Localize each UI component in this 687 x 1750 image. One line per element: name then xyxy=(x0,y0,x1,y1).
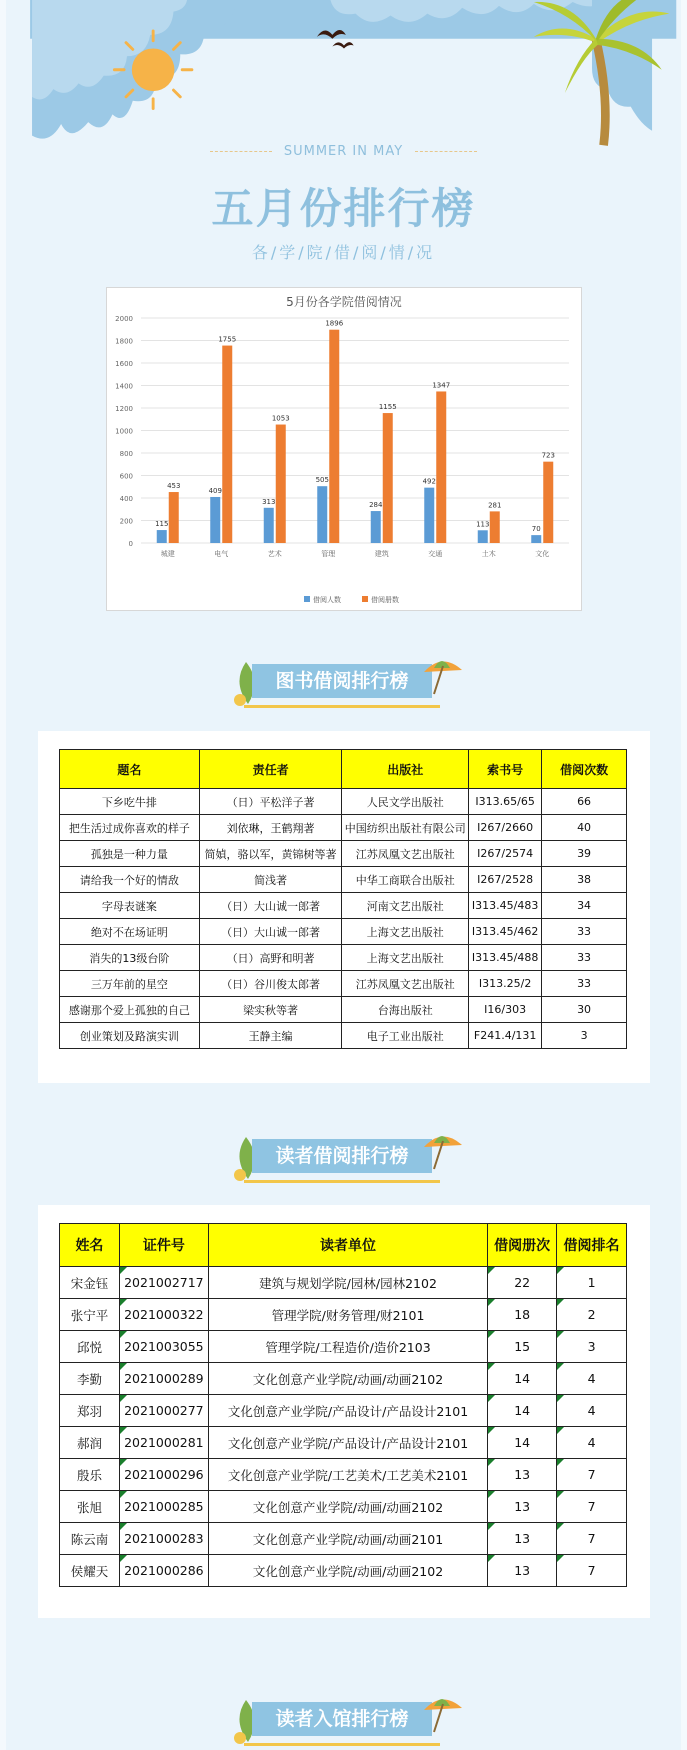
books-cell: 电子工业出版社 xyxy=(342,1023,469,1049)
data-label: 313 xyxy=(262,497,276,506)
books-cell: 创业策划及路演实训 xyxy=(60,1023,200,1049)
readers-cell: 4 xyxy=(557,1395,627,1427)
data-label: 1755 xyxy=(218,335,237,344)
readers-cell: 4 xyxy=(557,1427,627,1459)
umbrella-icon xyxy=(420,1690,464,1734)
books-cell: 简媜，骆以军，黄锦树等著 xyxy=(199,841,342,867)
readers-cell: 管理学院/工程造价/造价2103 xyxy=(208,1331,487,1363)
bar-volumes xyxy=(329,330,339,543)
readers-cell: 文化创意产业学院/动画/动画2102 xyxy=(208,1491,487,1523)
books-cell: 三万年前的星空 xyxy=(60,971,200,997)
readers-cell: 13 xyxy=(488,1491,557,1523)
bar-volumes xyxy=(169,492,179,543)
books-cell: 33 xyxy=(542,971,627,997)
readers-cell: 14 xyxy=(488,1427,557,1459)
legend-swatch xyxy=(304,596,310,602)
readers-cell: 张旭 xyxy=(60,1491,120,1523)
books-header-cell: 借阅次数 xyxy=(542,750,627,789)
table-row xyxy=(60,1555,627,1587)
data-label: 409 xyxy=(208,486,222,495)
eyebrow xyxy=(0,144,687,159)
table-row xyxy=(60,1491,627,1523)
readers-cell: 2021000296 xyxy=(119,1459,208,1491)
books-cell: 人民文学出版社 xyxy=(342,789,469,815)
books-cell: I267/2574 xyxy=(469,841,542,867)
data-label: 492 xyxy=(422,477,436,486)
data-label: 70 xyxy=(531,525,541,534)
y-tick-label: 0 xyxy=(128,540,133,548)
bar-readers xyxy=(531,535,541,543)
readers-cell: 7 xyxy=(557,1459,627,1491)
y-tick-label: 1600 xyxy=(115,360,133,368)
y-tick-label: 1000 xyxy=(115,427,133,436)
readers-cell: 管理学院/财务管理/财2101 xyxy=(208,1299,487,1331)
table-row xyxy=(60,1267,627,1299)
books-cell: 简浅著 xyxy=(199,867,342,893)
data-label: 115 xyxy=(155,520,169,529)
readers-cell: 宋金钰 xyxy=(60,1267,120,1299)
readers-cell: 2021000283 xyxy=(119,1523,208,1555)
books-cell: 3 xyxy=(542,1023,627,1049)
books-cell: 孤独是一种力量 xyxy=(60,841,200,867)
bar-volumes xyxy=(383,413,393,543)
legend-label: 借阅人数 xyxy=(313,596,341,604)
section-title-entries: 读者入馆排行榜 xyxy=(252,1702,432,1736)
x-tick-label: 交通 xyxy=(428,550,443,558)
readers-cell: 14 xyxy=(488,1363,557,1395)
readers-cell: 文化创意产业学院/工艺美术/工艺美术2101 xyxy=(208,1459,487,1491)
table-row xyxy=(60,945,627,971)
data-label: 281 xyxy=(488,501,502,510)
bar-readers xyxy=(371,511,381,543)
readers-header-cell: 借阅册次 xyxy=(488,1224,557,1267)
readers-table-body xyxy=(60,1267,627,1587)
readers-cell: 郝润 xyxy=(60,1427,120,1459)
bar-volumes xyxy=(490,511,500,543)
readers-cell: 22 xyxy=(488,1267,557,1299)
books-cell: （日）谷川俊太郎著 xyxy=(199,971,342,997)
books-cell: I313.45/462 xyxy=(469,919,542,945)
table-row xyxy=(60,1427,627,1459)
umbrella-icon xyxy=(420,652,464,696)
books-cell: 把生活过成你喜欢的样子 xyxy=(60,815,200,841)
readers-header-cell: 姓名 xyxy=(60,1224,120,1267)
y-tick-label: 1400 xyxy=(115,382,133,391)
readers-cell: 7 xyxy=(557,1523,627,1555)
readers-cell: 7 xyxy=(557,1491,627,1523)
readers-cell: 文化创意产业学院/产品设计/产品设计2101 xyxy=(208,1395,487,1427)
books-cell: 中华工商联合出版社 xyxy=(342,867,469,893)
readers-cell: 郑羽 xyxy=(60,1395,120,1427)
readers-cell: 2021000286 xyxy=(119,1555,208,1587)
readers-cell: 张宁平 xyxy=(60,1299,120,1331)
readers-cell: 2021002717 xyxy=(119,1267,208,1299)
y-tick-label: 600 xyxy=(119,472,133,481)
books-cell: 33 xyxy=(542,919,627,945)
readers-cell: 2 xyxy=(557,1299,627,1331)
table-row xyxy=(60,893,627,919)
summer-header-illustration xyxy=(0,0,687,155)
books-cell: 河南文艺出版社 xyxy=(342,893,469,919)
readers-card xyxy=(38,1205,650,1618)
books-cell: I313.45/488 xyxy=(469,945,542,971)
readers-cell: 3 xyxy=(557,1331,627,1363)
books-cell: I313.25/2 xyxy=(469,971,542,997)
table-row xyxy=(60,1395,627,1427)
books-cell: 江苏凤凰文艺出版社 xyxy=(342,841,469,867)
readers-cell: 18 xyxy=(488,1299,557,1331)
eyebrow-line-right xyxy=(415,151,477,152)
section-banner-entries xyxy=(0,1688,687,1748)
readers-cell: 2021000277 xyxy=(119,1395,208,1427)
x-tick-label: 文化 xyxy=(535,550,550,558)
bar-readers xyxy=(424,488,434,543)
table-row xyxy=(60,1331,627,1363)
books-cell: 王静主编 xyxy=(199,1023,342,1049)
table-row xyxy=(60,919,627,945)
books-cell: 上海文艺出版社 xyxy=(342,945,469,971)
books-cell: I16/303 xyxy=(469,997,542,1023)
readers-cell: 李勤 xyxy=(60,1363,120,1395)
books-cell: I313.45/483 xyxy=(469,893,542,919)
bar-readers xyxy=(478,530,488,543)
books-cell: 字母表谜案 xyxy=(60,893,200,919)
page-subtitle: 各/学/院/借/阅/情/况 xyxy=(251,243,436,262)
x-tick-label: 建筑 xyxy=(374,550,389,558)
readers-cell: 文化创意产业学院/动画/动画2102 xyxy=(208,1363,487,1395)
books-cell: 上海文艺出版社 xyxy=(342,919,469,945)
bar-volumes xyxy=(436,391,446,543)
bar-readers xyxy=(157,530,167,543)
books-cell: F241.4/131 xyxy=(469,1023,542,1049)
x-tick-label: 艺术 xyxy=(267,550,282,558)
data-label: 1053 xyxy=(271,414,290,423)
readers-cell: 2021000281 xyxy=(119,1427,208,1459)
table-row xyxy=(60,841,627,867)
readers-cell: 13 xyxy=(488,1523,557,1555)
data-label: 723 xyxy=(541,451,555,460)
table-row xyxy=(60,1523,627,1555)
books-cell: I267/2528 xyxy=(469,867,542,893)
readers-table-header xyxy=(60,1224,627,1267)
data-label: 1347 xyxy=(432,381,451,390)
readers-cell: 13 xyxy=(488,1459,557,1491)
table-row xyxy=(60,815,627,841)
books-cell: 38 xyxy=(542,867,627,893)
data-label: 505 xyxy=(315,476,329,485)
table-row xyxy=(60,867,627,893)
data-label: 113 xyxy=(476,520,490,529)
table-row xyxy=(60,789,627,815)
section-banner-books xyxy=(0,650,687,710)
bar-readers xyxy=(317,486,327,543)
books-cell: 中国纺织出版社有限公司 xyxy=(342,815,469,841)
table-row xyxy=(60,1023,627,1049)
readers-cell: 2021003055 xyxy=(119,1331,208,1363)
books-header-cell: 索书号 xyxy=(469,750,542,789)
readers-cell: 文化创意产业学院/产品设计/产品设计2101 xyxy=(208,1427,487,1459)
books-table-body xyxy=(60,789,627,1049)
books-cell: 下乡吃牛排 xyxy=(60,789,200,815)
x-tick-label: 管理 xyxy=(321,550,336,558)
table-row xyxy=(60,997,627,1023)
umbrella-icon xyxy=(420,1127,464,1171)
books-header-cell: 题名 xyxy=(60,750,200,789)
section-title-readers: 读者借阅排行榜 xyxy=(252,1139,432,1173)
readers-cell: 14 xyxy=(488,1395,557,1427)
bar-volumes xyxy=(543,462,553,543)
books-cell: I267/2660 xyxy=(469,815,542,841)
readers-cell: 陈云南 xyxy=(60,1523,120,1555)
eyebrow-line-left xyxy=(210,151,272,152)
y-tick-label: 400 xyxy=(119,495,133,503)
readers-cell: 建筑与规划学院/园林/园林2102 xyxy=(208,1267,487,1299)
bar-volumes xyxy=(222,346,232,543)
legend-label: 借阅册数 xyxy=(371,596,399,604)
readers-cell: 文化创意产业学院/动画/动画2102 xyxy=(208,1555,487,1587)
section-title-books: 图书借阅排行榜 xyxy=(252,664,432,698)
books-cell: 刘依琳，王鹤翔著 xyxy=(199,815,342,841)
books-cell: 请给我一个好的情敌 xyxy=(60,867,200,893)
bar-readers xyxy=(210,497,220,543)
books-cell: 34 xyxy=(542,893,627,919)
readers-table xyxy=(59,1223,627,1587)
books-cell: I313.65/65 xyxy=(469,789,542,815)
books-cell: 40 xyxy=(542,815,627,841)
books-cell: 梁实秋等著 xyxy=(199,997,342,1023)
table-row xyxy=(60,1299,627,1331)
y-tick-label: 200 xyxy=(119,517,133,526)
table-row xyxy=(60,1459,627,1491)
readers-cell: 1 xyxy=(557,1267,627,1299)
books-table-header xyxy=(60,750,627,789)
chart-title: 5月份各学院借阅情况 xyxy=(286,295,402,309)
readers-header-cell: 借阅排名 xyxy=(557,1224,627,1267)
borrowing-chart xyxy=(106,287,582,611)
bar-readers xyxy=(264,508,274,543)
books-cell: （日）大山诚一郎著 xyxy=(199,893,342,919)
books-cell: 39 xyxy=(542,841,627,867)
books-cell: 30 xyxy=(542,997,627,1023)
readers-cell: 侯耀天 xyxy=(60,1555,120,1587)
readers-cell: 邱悦 xyxy=(60,1331,120,1363)
books-cell: 消失的13级台阶 xyxy=(60,945,200,971)
bar-volumes xyxy=(276,425,286,543)
readers-cell: 4 xyxy=(557,1363,627,1395)
y-tick-label: 2000 xyxy=(115,315,133,323)
readers-cell: 2021000289 xyxy=(119,1363,208,1395)
books-cell: （日）高野和明著 xyxy=(199,945,342,971)
readers-cell: 7 xyxy=(557,1555,627,1587)
books-header-cell: 责任者 xyxy=(199,750,342,789)
books-cell: 66 xyxy=(542,789,627,815)
books-cell: （日）大山诚一郎著 xyxy=(199,919,342,945)
chart-svg xyxy=(107,288,581,610)
books-cell: （日）平松洋子著 xyxy=(199,789,342,815)
books-cell: 绝对不在场证明 xyxy=(60,919,200,945)
books-card xyxy=(38,731,650,1083)
y-tick-label: 1800 xyxy=(115,337,133,346)
data-label: 1155 xyxy=(378,403,397,412)
books-header-cell: 出版社 xyxy=(342,750,469,789)
readers-cell: 殷乐 xyxy=(60,1459,120,1491)
eyebrow-text: SUMMER IN MAY xyxy=(283,144,404,159)
y-tick-label: 800 xyxy=(119,450,133,458)
x-tick-label: 城建 xyxy=(160,550,175,558)
readers-cell: 13 xyxy=(488,1555,557,1587)
readers-header-cell: 读者单位 xyxy=(208,1224,487,1267)
legend-swatch xyxy=(362,596,368,602)
readers-cell: 文化创意产业学院/动画/动画2101 xyxy=(208,1523,487,1555)
books-table xyxy=(59,749,627,1049)
table-row xyxy=(60,1363,627,1395)
books-cell: 33 xyxy=(542,945,627,971)
data-label: 1896 xyxy=(325,319,344,328)
readers-cell: 15 xyxy=(488,1331,557,1363)
page-title: 五月份排行榜 xyxy=(211,184,476,233)
readers-header-cell: 证件号 xyxy=(119,1224,208,1267)
readers-cell: 2021000322 xyxy=(119,1299,208,1331)
x-tick-label: 土木 xyxy=(481,550,496,558)
data-label: 453 xyxy=(167,482,181,491)
books-cell: 感谢那个爱上孤独的自己 xyxy=(60,997,200,1023)
data-label: 284 xyxy=(369,501,383,510)
readers-cell: 2021000285 xyxy=(119,1491,208,1523)
y-tick-label: 1200 xyxy=(115,405,133,413)
books-cell: 台海出版社 xyxy=(342,997,469,1023)
table-row xyxy=(60,971,627,997)
books-cell: 江苏凤凰文艺出版社 xyxy=(342,971,469,997)
section-banner-readers xyxy=(0,1125,687,1185)
x-tick-label: 电气 xyxy=(214,550,229,558)
